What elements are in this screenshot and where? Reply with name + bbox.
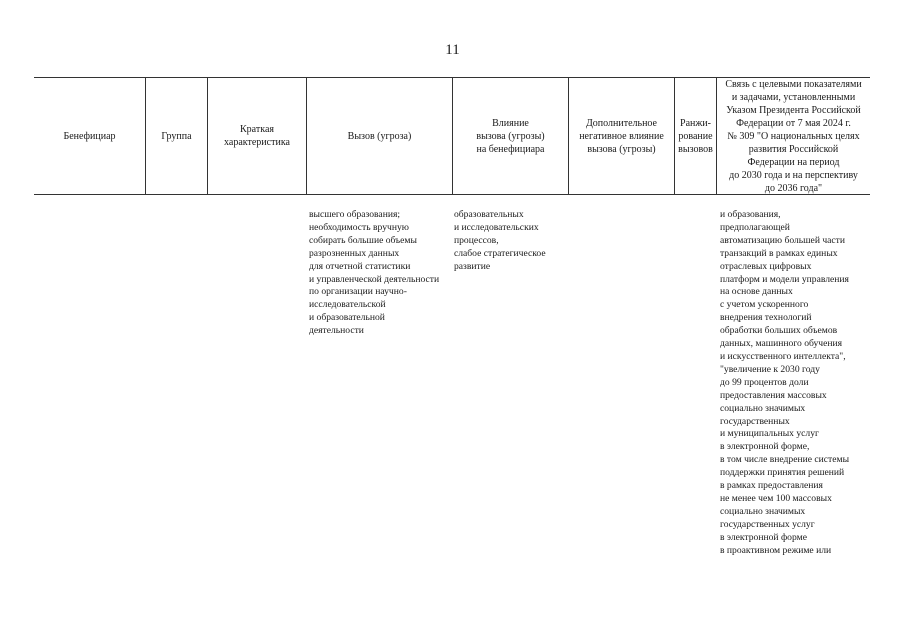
cell-impact: образовательных и исследовательских процессов, слабое стратегическое развитие	[454, 209, 546, 272]
header-beneficiary: Бенефициар	[34, 78, 146, 194]
table-header	[34, 77, 870, 195]
cell-challenge: высшего образования; необходимость вручную собирать большие объемы разрозненных данных для отчетной статистики и управленческой деятельности по организации научно- исследовательской и образовательной деятельности	[309, 209, 440, 337]
header-challenge: Вызов (угроза)	[307, 78, 453, 194]
header-ranking: Ранжи- рование вызовов	[675, 78, 717, 194]
header-brief-description: Краткая характеристика	[208, 78, 307, 194]
header-impact: Влияние вызова (угрозы) на бенефициара	[453, 78, 569, 194]
page-number: 11	[445, 42, 460, 58]
header-link-to-targets: Связь с целевыми показателями и задачами, установленными Указом Президента Российской Федерации от 7 мая 2024 г. № 309 "О национальных целях развития Российской Федерации на период до 2030 года и на перспективу до 2036 года"	[725, 78, 862, 194]
cell-link-to-targets: и образования, предполагающей автоматизацию большей части транзакций в рамках единых отраслевых цифровых платформ и модели управления на основе данных с учетом ускоренного внедрения технологий обработки больших объемов данных, машинного обучения и искусственного интеллекта", "увеличение к 2030 году до 99 процентов доли предоставления массовых социально значимых государственных и муниципальных услуг в электронной форме, в том числе внедрение системы поддержки принятия решений в рамках предоставления не менее чем 100 массовых социально значимых государственных услуг в электронной форме в проактивном режиме или	[720, 209, 850, 556]
header-additional-impact: Дополнительное негативное влияние вызова (угрозы)	[569, 78, 675, 194]
header-group: Группа	[146, 78, 208, 194]
